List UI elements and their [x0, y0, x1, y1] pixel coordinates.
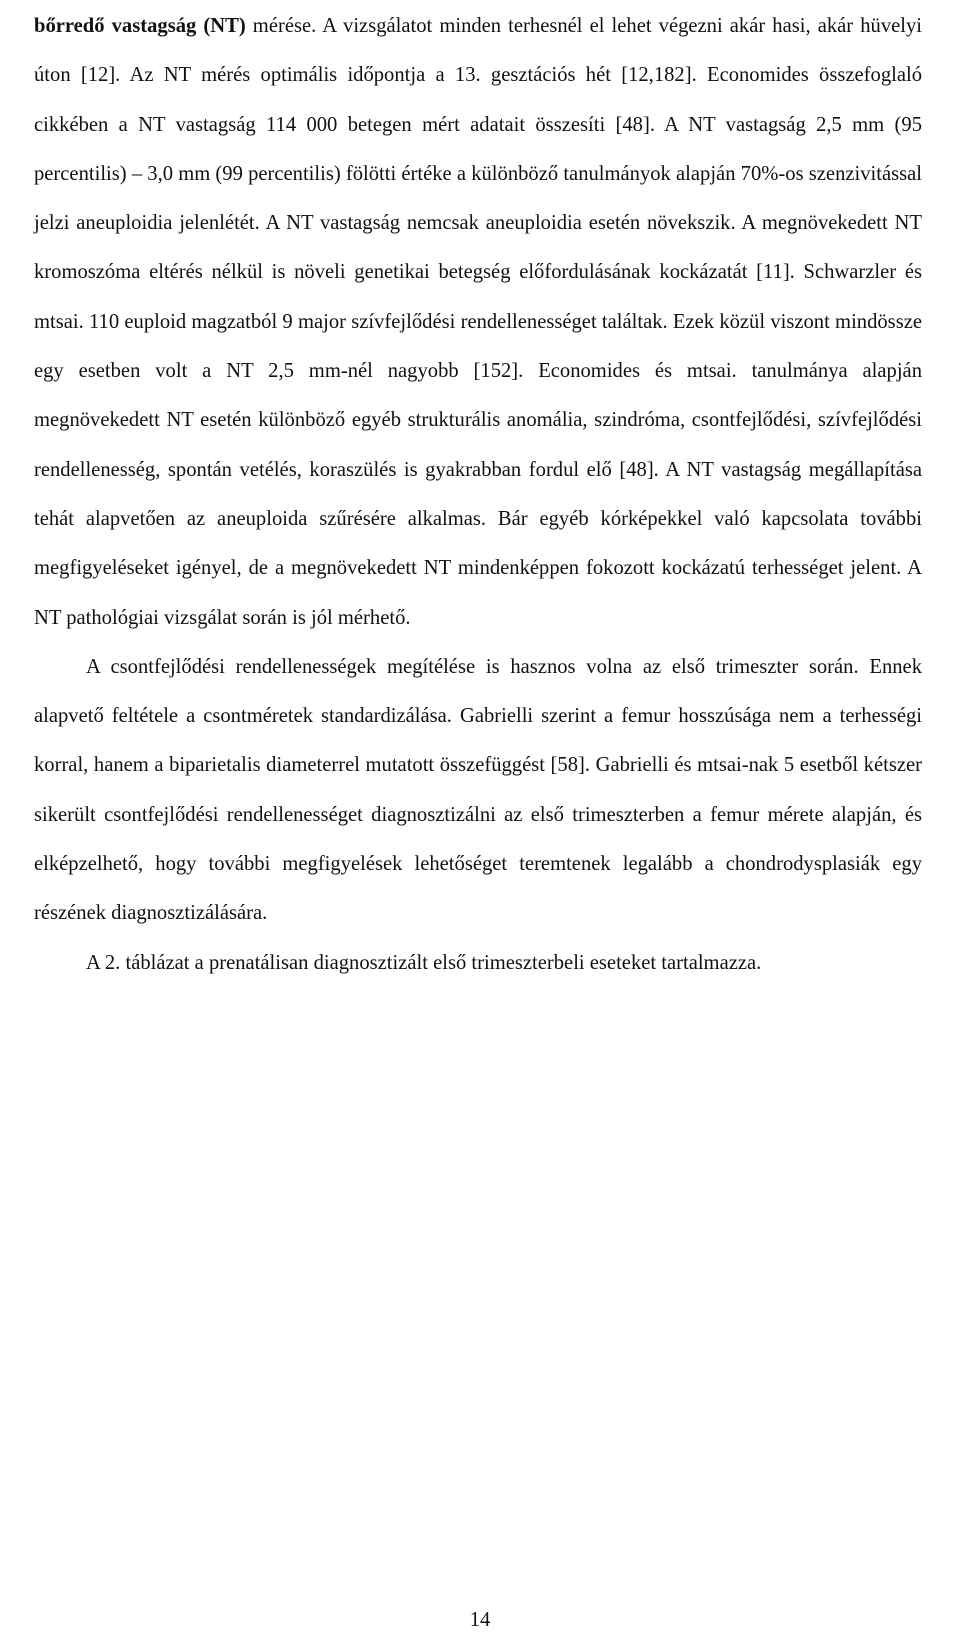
paragraph-nt-measurement	[34, 2, 922, 643]
paragraph-bone-development: A csontfejlődési rendellenességek megítélése is hasznos volna az első trimeszter során. Ennek alapvető feltétele a csontméretek standardizálása. Gabrielli szerint a femur hosszúsága nem a terhességi korral, hanem a biparietalis diameterrel mutatott összefüggést [58]. Gabrielli és mtsai-nak 5 esetből kétszer sikerült csontfejlődési rendellenességet diagnosztizálni az első trimeszterben a femur mérete alapján, és elképzelhető, hogy további megfigyelések lehetőséget teremtenek legalább a chondrodysplasiák egy részének diagnosztizálására.	[34, 655, 922, 925]
body-text	[34, 2, 922, 988]
paragraph-table-reference: A 2. táblázat a prenatálisan diagnosztizált első trimeszterbeli eseteket tartalmazza.	[86, 951, 762, 974]
bold-term-nt: bőrredő vastagság (NT)	[34, 15, 246, 37]
page-number: 14	[469, 1609, 491, 1631]
paragraph-text: mérése. A vizsgálatot minden terhesnél el lehet végezni akár hasi, akár hüvelyi úton [12]. Az NT mérés optimális időpontja a 13. gesztációs hét [12,182]. Economides összefoglaló cikkében a NT vastagság 114 000 betegen mért adatait összesíti [48]. A NT vastagság 2,5 mm (95 percentilis) – 3,0 mm (99 percentilis) fölötti értéke a különböző tanulmányok alapján 70%-os szenzivitással jelzi aneuploidia jelenlétét. A NT vastagság nemcsak aneuploidia esetén növekszik. A megnövekedett NT kromoszóma eltérés nélkül is növeli genetikai betegség előfordulásának kockázatát [11]. Schwarzler és mtsai. 110 euploid magzatból 9 major szívfejlődési rendellenességet találtak. Ezek közül viszont mindössze egy esetben volt a NT 2,5 mm-nél nagyobb [152]. Economides és mtsai. tanulmánya alapján megnövekedett NT esetén különböző egyéb strukturális anomália, szindróma, csontfejlődési, szívfejlődési rendellenesség, spontán vetélés, koraszülés is gyakrabban fordul elő [48]. A NT vastagság megállapítása tehát alapvetően az aneuploida szűrésére alkalmas. Bár egyéb kórképekkel való kapcsolata további megfigyeléseket igényel, de a megnövekedett NT mindenképpen fokozott kockázatú terhességet jelent. A NT pathológiai vizsgálat során is jól mérhető.	[34, 15, 922, 629]
